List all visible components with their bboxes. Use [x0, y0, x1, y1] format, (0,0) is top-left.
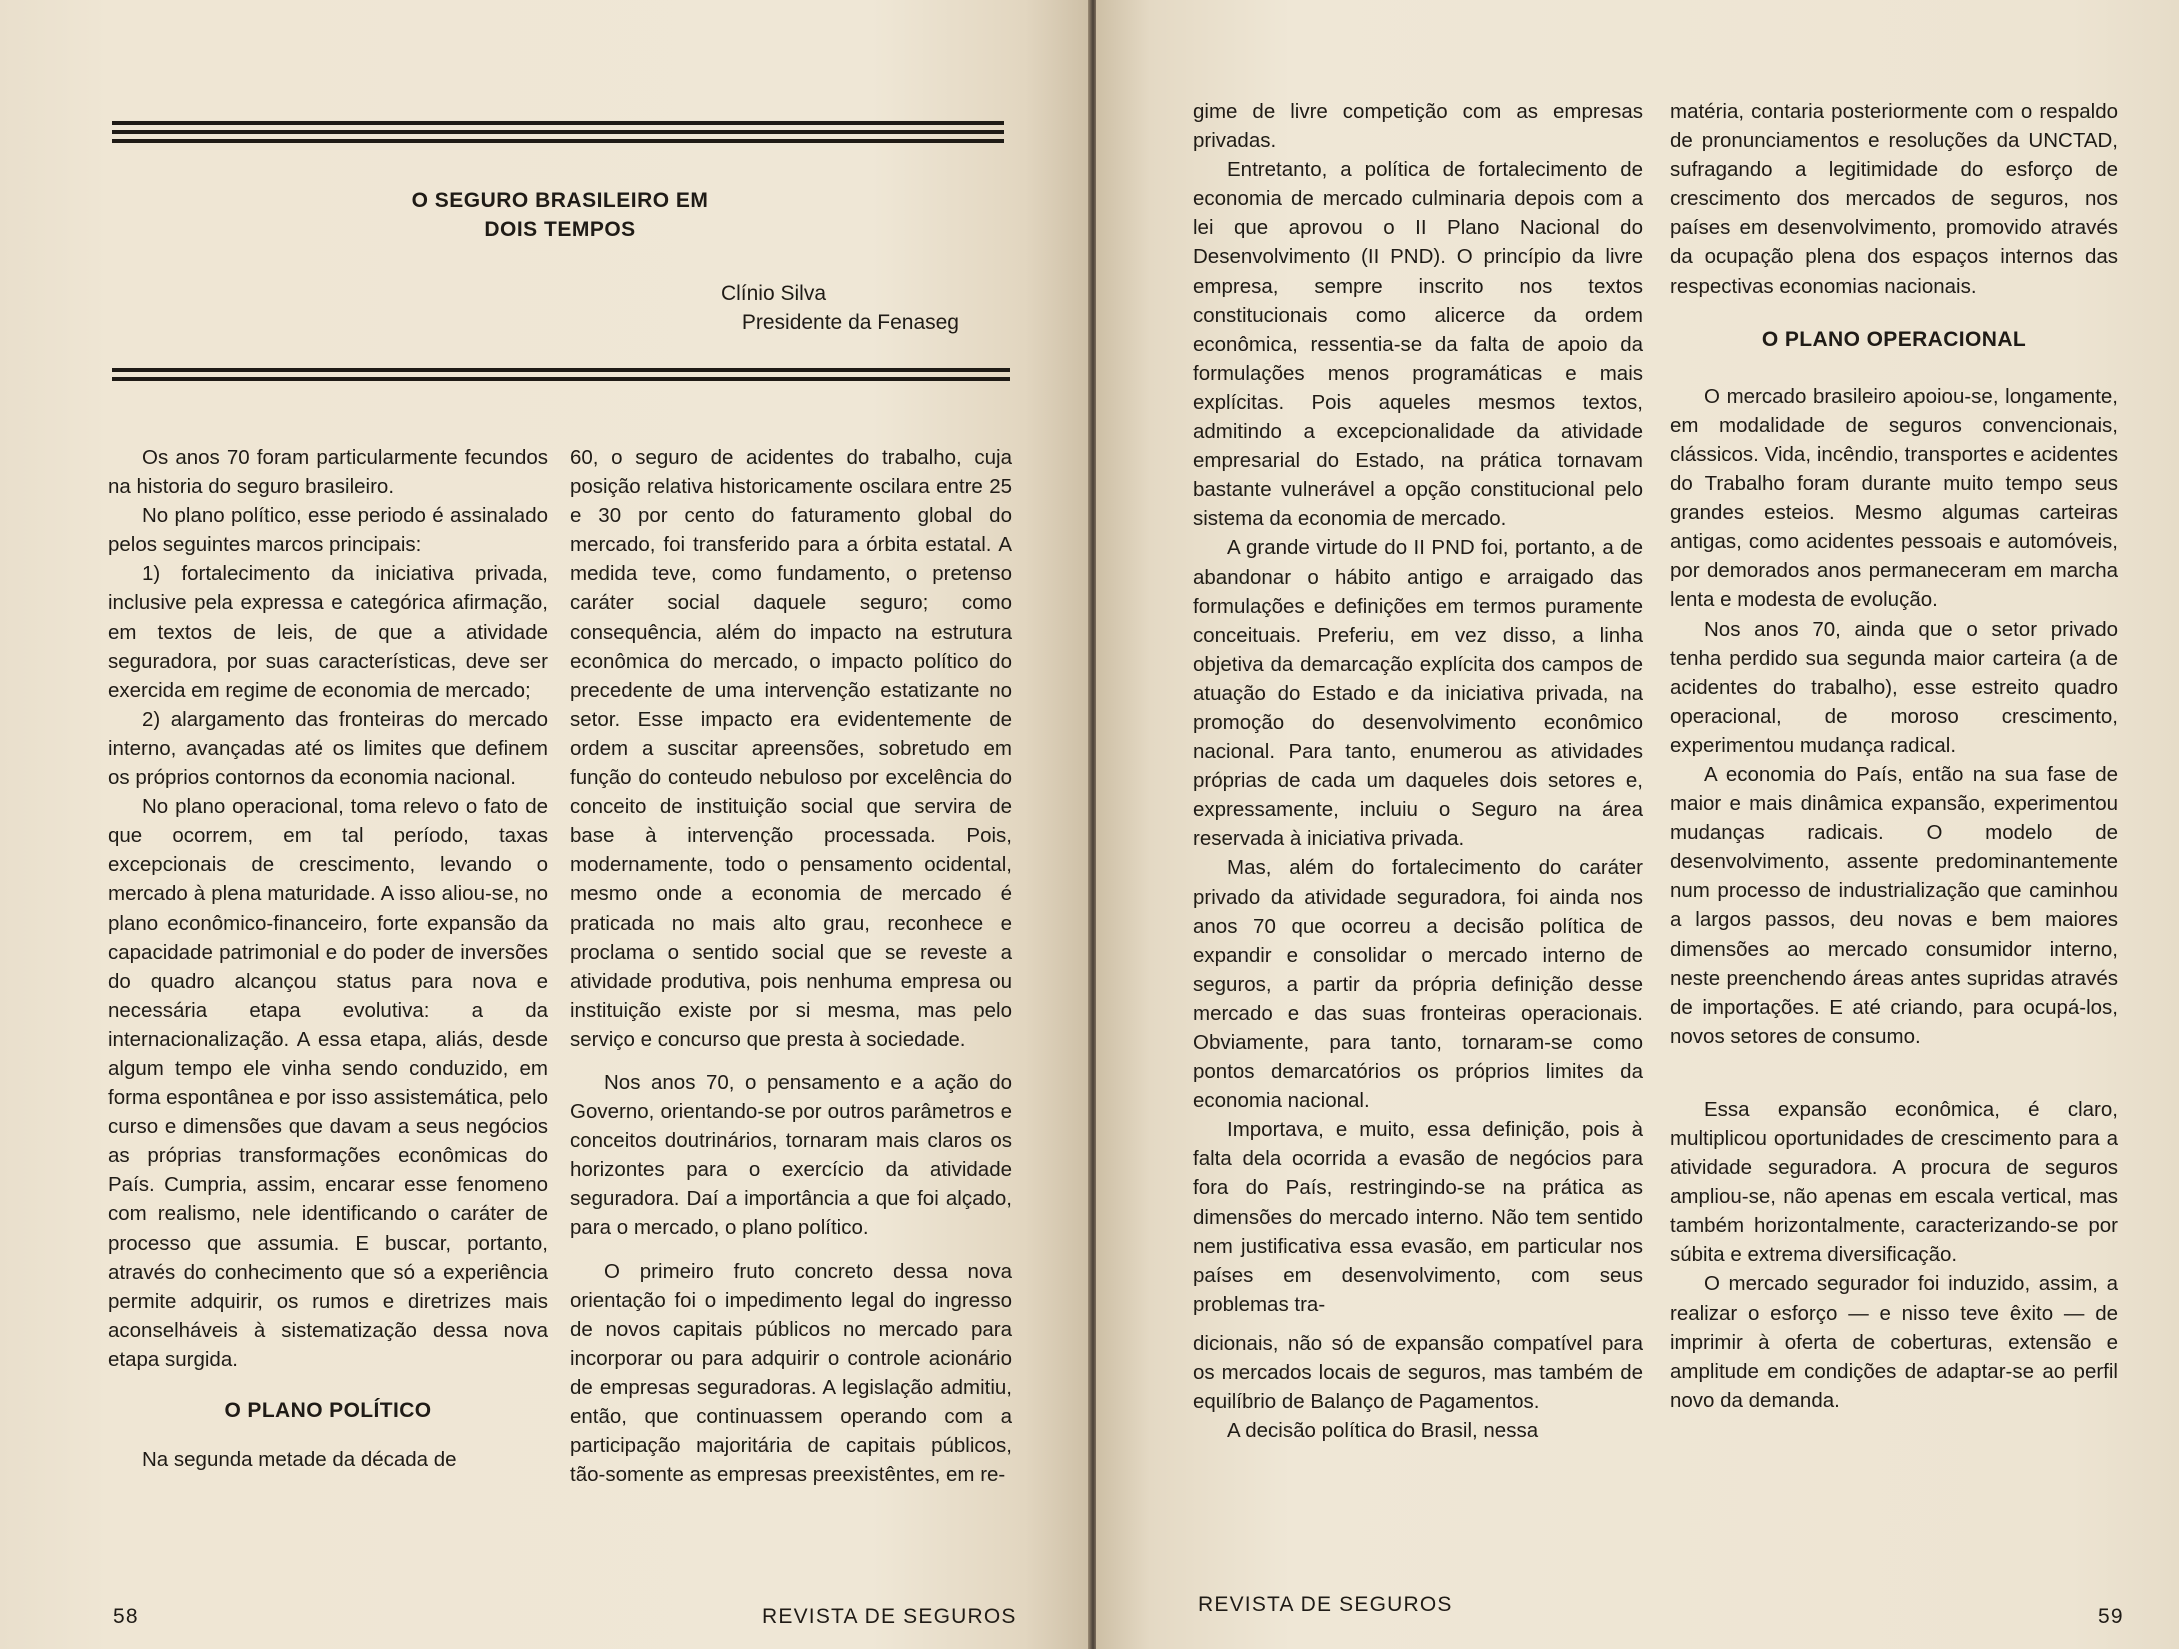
author-block: [721, 279, 959, 337]
section-heading-plano-operacional: O PLANO OPERACIONAL: [1761, 327, 2027, 351]
article-title: [340, 186, 780, 244]
paragraph: Os anos 70 foram particularmente fecundos na historia do seguro brasileiro.: [108, 446, 548, 499]
paragraph: No plano operacional, toma relevo o fato de que ocorrem, em tal período, taxas excepcionais de crescimento, levando o mercado à plena maturidade. A isso aliou-se, no plano econômico-financeiro, forte expansão da capacidade patrimonial e do poder de inversões do quadro alcançou status para nova e necessária etapa evolutiva: a da internacionalização. A essa etapa, aliás, desde algum tempo ele vinha sendo conduzido, em forma espontânea e por isso assistemática, pelo curso e dimensões que davam a seus negócios as próprias transformações econômicas do País. Cumpria, assim, encarar esse fenomeno com realismo, nele identificando o caráter de processo que assumia. E buscar, portanto, através do conhecimento que só a experiência permite adquirir, os rumos e diretrizes mais aconselháveis à sistematização dessa nova etapa surgida.: [108, 795, 548, 1371]
page-number-right: 59: [2098, 1605, 2124, 1628]
middle-rule-1: [112, 368, 1010, 372]
page-number-left: 58: [113, 1605, 139, 1628]
paragraph: O primeiro fruto concreto dessa nova orientação foi o impedimento legal do ingresso de novos capitais públicos no mercado para incorporar ou para adquirir o controle acionário de empresas seguradoras. A legislação admitiu, então, que continuassem operando com a participação majoritária de capitais públicos, tão-somente as empresas preexistêntes, em re-: [570, 1259, 1012, 1487]
section-heading-plano-politico: O PLANO POLÍTICO: [224, 1399, 432, 1422]
top-rule-1: [112, 121, 1004, 125]
paragraph: O mercado segurador foi induzido, assim, a realizar o esforço — e nisso teve êxito — de imprimir à oferta de coberturas, extensão e amplitude em condições de adaptar-se ao perfil novo da demanda.: [1670, 1272, 2118, 1412]
paragraph: A decisão política do Brasil, nessa: [1227, 1419, 1539, 1443]
paragraph: O mercado brasileiro apoiou-se, longamente, em modalidade de seguros convencionais, clássicos. Vida, incêndio, transportes e acidentes do Trabalho foram durante muito tempo seus grandes esteios. Mesmo algumas carteiras antigas, como acidentes pessoais e automóveis, por demorados anos permaneceram em marcha lenta e modesta de evolução.: [1670, 384, 2118, 612]
paragraph: Nos anos 70, ainda que o setor privado tenha perdido sua segunda maior carteira (a de acidentes do trabalho), esse estreito quadro operacional, de moroso crescimento, experimentou mudança radical.: [1670, 617, 2118, 757]
paragraph: Entretanto, a política de fortalecimento de economia de mercado culminaria depois com a lei que aprovou o II Plano Nacional do Desenvolvimento (II PND). O princípio da livre empresa, sempre inscrito nos textos constitucionais como alicerce da ordem econômica, ressentia-se da falta de apoio da formulações menos programáticas e mais explícitas. Pois aqueles mesmos textos, admitindo a excepcionalidade da atividade empresarial do Estado, na prática tornavam bastante vulnerável a opção constitucional pelo sistema da economia de mercado.: [1193, 158, 1643, 531]
right-page: [1096, 0, 2179, 1649]
paragraph: A grande virtude do II PND foi, portanto, a de abandonar o hábito antigo e arraigado das formulações e definições em termos puramente conceituais. Preferiu, em vez disso, a linha objetiva da demarcação explícita dos campos de atuação do Estado e da iniciativa privada, na promoção do desenvolvimento econômico nacional. Para tanto, enumerou as atividades próprias de cada um daqueles dois setores e, expressamente, incluiu o Seguro na área reservada à iniciativa privada.: [1193, 536, 1643, 851]
paragraph: Importava, e muito, essa definição, pois à falta dela ocorrida a evasão de negócios para fora do País, restringindo-se na prática as dimensões do mercado interno. Não tem sentido nem justificativa essa evasão, em particular nos países em desenvolvimento, com seus problemas tra-: [1193, 1118, 1643, 1316]
paragraph: 2) alargamento das fronteiras do mercado interno, avançadas até os limites que definem os próprios contornos da economia nacional.: [108, 707, 548, 790]
paragraph: Nos anos 70, o pensamento e a ação do Governo, orientando-se por outros parâmetros e conceitos doutrinários, tornaram mais claros os horizontes para o exercício da atividade seguradora. Daí a importância a que foi alçado, para o mercado, o plano político.: [570, 1070, 1012, 1240]
paragraph: A economia do País, então na sua fase de maior e mais dinâmica expansão, experimentou mudanças radicais. O modelo de desenvolvimento, assente predominantemente num processo de industrialização que caminhou a largos passos, deu novas e bem maiores dimensões ao mercado consumidor interno, neste preenchendo áreas antes supridas através de importações. E até criando, para ocupá-los, novos setores de consumo.: [1670, 762, 2118, 1048]
paragraph: 1) fortalecimento da iniciativa privada, inclusive pela expressa e categórica afirmação, em textos de leis, de que a atividade seguradora, por suas características, deve ser exercida em regime de economia de mercado;: [108, 562, 548, 702]
paragraph: 60, o seguro de acidentes do trabalho, cuja posição relativa historicamente oscilara entre 25 e 30 por cento do faturamento global do mercado, foi transferido para a órbita estatal. A medida teve, como fundamento, o pretenso caráter social daquele seguro; como consequência, além do impacto na estrutura econômica do mercado, o impacto político do precedente de uma intervenção estatizante no setor. Esse impacto era evidentemente de ordem a suscitar apreensões, sobretudo em função do conteudo nebuloso por excelência do conceito de instituição social que servira de base à intervenção processada. Pois, modernamente, todo o pensamento ocidental, mesmo onde a economia de mercado é praticada no mais alto grau, reconhece e proclama o sentido social que se reveste a atividade produtiva, pois nenhuma empresa ou instituição existe por si mesma, mas pelo serviço e concurso que presta à sociedade.: [570, 446, 1012, 1051]
article-title-line-2: DOIS TEMPOS: [484, 218, 636, 241]
footer-right: REVISTA DE SEGUROS: [1198, 1593, 1453, 1616]
footer-left: REVISTA DE SEGUROS: [762, 1605, 1017, 1628]
right-column-1: [1193, 97, 1643, 1445]
paragraph: No plano político, esse periodo é assinalado pelos seguintes marcos principais:: [108, 504, 548, 557]
paragraph: gime de livre competição com as empresas privadas.: [1193, 100, 1643, 153]
paragraph: Mas, além do fortalecimento do caráter privado da atividade seguradora, foi ainda nos anos 70 que ocorreu a decisão política de expandir e consolidar o mercado interno de seguros, a partir da própria definição desse mercado e das suas fronteiras operacionais. Obviamente, para tanto, tornaram-se como pontos demarcatórios os próprios limites da economia nacional.: [1193, 856, 1643, 1113]
left-column-1: [108, 443, 548, 1474]
top-rule-2: [112, 130, 1004, 134]
author-role: Presidente da Fenaseg: [741, 311, 959, 334]
paragraph: Essa expansão econômica, é claro, multiplicou oportunidades de crescimento para a atividade seguradora. A procura de seguros ampliou-se, não apenas em escala vertical, mas também horizontalmente, caracterizando-se por súbita e extrema diversificação.: [1670, 1097, 2118, 1267]
article-title-line-1: O SEGURO BRASILEIRO EM: [411, 189, 709, 212]
middle-rule-2: [112, 377, 1010, 381]
top-rule-3: [112, 139, 1004, 143]
left-column-2: [570, 443, 1012, 1489]
paragraph: Na segunda metade da década de: [142, 1448, 457, 1472]
author-name: Clínio Silva: [720, 282, 826, 305]
paragraph: matéria, contaria posteriormente com o respaldo de pronunciamentos e resoluções da UNCTAD, sufragando a legitimidade do esforço de crescimento dos mercados de seguros, nos países em desenvolvimento, promovido através da ocupação plena dos espaços internos das respectivas economias nacionais.: [1670, 100, 2118, 298]
paragraph: dicionais, não só de expansão compatível para os mercados locais de seguros, mas também de equilíbrio de Balanço de Pagamentos.: [1193, 1331, 1643, 1414]
right-column-2: [1670, 97, 2118, 1415]
